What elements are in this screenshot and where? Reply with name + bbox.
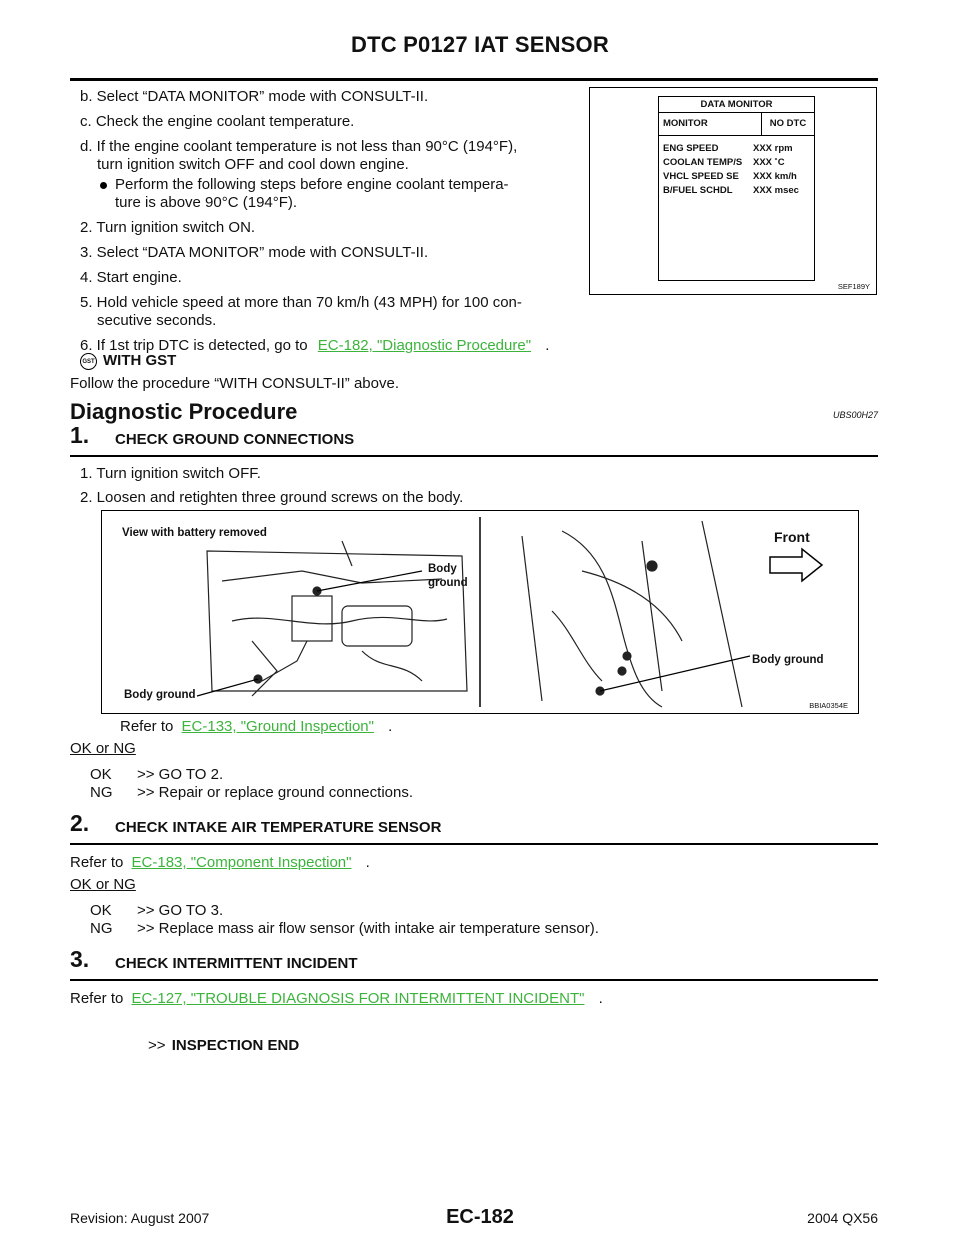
page-title: DTC P0127 IAT SENSOR: [351, 32, 609, 57]
header-rule: [70, 78, 878, 81]
step-6-text: 6. If 1st trip DTC is detected, go to: [80, 337, 308, 354]
monitor-column-header: MONITOR: [659, 113, 762, 135]
bullet-text: Perform the following steps before engine coolant tempera-: [115, 176, 509, 193]
period: .: [388, 718, 393, 735]
period: .: [365, 854, 370, 871]
end-arrow: >>: [148, 1037, 166, 1054]
gst-icon: GST: [80, 353, 97, 370]
end-text: INSPECTION END: [171, 1037, 300, 1054]
bullet-icon: [100, 182, 107, 189]
bullet-text-cont: ture is above 90°C (194°F).: [115, 194, 298, 211]
step-3: 3. Select “DATA MONITOR” mode with CONSULT-II.: [80, 244, 429, 261]
step-2: 2. Turn ignition switch ON.: [80, 219, 256, 236]
data-monitor-figure: [589, 87, 877, 295]
section-heading: Diagnostic Procedure: [70, 399, 298, 424]
period: .: [545, 337, 550, 354]
step-rule: [70, 979, 878, 981]
component-inspection-link[interactable]: EC-183, "Component Inspection": [131, 854, 352, 871]
ng-result-text: >> Repair or replace ground connections.: [137, 784, 414, 801]
step-title-2: CHECK INTAKE AIR TEMPERATURE SENSOR: [115, 819, 442, 836]
step-number-2: 2.: [70, 810, 90, 836]
footer-model: 2004 QX56: [807, 1210, 878, 1226]
diagnostic-procedure-link[interactable]: EC-182, "Diagnostic Procedure": [317, 337, 532, 354]
front-arrow-icon: [770, 549, 822, 581]
status-column-header: NO DTC: [769, 118, 807, 129]
step-number-3: 3.: [70, 946, 90, 972]
refer-prefix: Refer to: [120, 718, 174, 735]
ok-result-text: >> GO TO 3.: [137, 902, 224, 919]
sec1-step-1: 1. Turn ignition switch OFF.: [80, 465, 261, 482]
with-gst-text: Follow the procedure “WITH CONSULT-II” above.: [70, 375, 399, 392]
monitor-row: COOLAN TEMP/S XXX ˚C: [663, 157, 785, 168]
ok-result-label: OK: [90, 766, 112, 783]
figure-label-body-ground-left: Body ground: [124, 689, 196, 701]
monitor-row: VHCL SPEED SE XXX km/h: [663, 171, 797, 182]
ground-inspection-link[interactable]: EC-133, "Ground Inspection": [181, 718, 374, 735]
ok-result-label: OK: [90, 902, 112, 919]
monitor-row: B/FUEL SCHDL XXX msec: [663, 185, 799, 196]
step-d-cont: turn ignition switch OFF and cool down engine.: [97, 156, 409, 173]
step-5-cont: secutive seconds.: [97, 312, 217, 329]
step-b: b. Select “DATA MONITOR” mode with CONSULT-II.: [80, 88, 429, 105]
step-c: c. Check the engine coolant temperature.: [80, 113, 355, 130]
intermittent-incident-link[interactable]: EC-127, "TROUBLE DIAGNOSIS FOR INTERMITTENT INCIDENT": [131, 990, 585, 1007]
step-number-1: 1.: [70, 422, 90, 448]
section-code: UBS00H27: [832, 410, 878, 420]
refer-prefix: Refer to: [70, 854, 124, 871]
figure-code: BBIA0354E: [809, 701, 848, 710]
sec1-refer: [120, 717, 392, 736]
step-4: 4. Start engine.: [80, 269, 182, 286]
page-number: EC-182: [446, 1206, 514, 1228]
figure-label-view: View with battery removed: [122, 527, 267, 539]
period: .: [598, 990, 603, 1007]
ok-or-ng-label: OK or NG: [70, 740, 136, 757]
engine-bay-illustration: [102, 511, 858, 713]
ground-location-figure: [101, 510, 859, 714]
monitor-row: ENG SPEED XXX rpm: [663, 143, 793, 154]
data-monitor-screen: [658, 96, 815, 281]
ng-result-label: NG: [90, 920, 113, 937]
figure-label-ground: ground: [428, 577, 468, 589]
refer-prefix: Refer to: [70, 990, 124, 1007]
with-gst-heading: WITH GST: [103, 352, 177, 369]
step-5: 5. Hold vehicle speed at more than 70 km/h (43 MPH) for 100 con-: [80, 294, 522, 311]
ok-or-ng-label: OK or NG: [70, 876, 136, 893]
footer-revision: Revision: August 2007: [70, 1210, 210, 1226]
ng-result-text: >> Replace mass air flow sensor (with intake air temperature sensor).: [137, 920, 599, 937]
figure-label-body: Body: [428, 563, 457, 575]
ok-result-text: >> GO TO 2.: [137, 766, 224, 783]
step-d: d. If the engine coolant temperature is not less than 90°C (194°F),: [80, 138, 518, 155]
figure-label-front: Front: [774, 529, 810, 545]
sec1-step-2: 2. Loosen and retighten three ground screws on the body.: [80, 489, 464, 506]
sec3-refer: [70, 989, 603, 1008]
step-title-3: CHECK INTERMITTENT INCIDENT: [115, 955, 358, 972]
inspection-end: [148, 1036, 299, 1055]
step-rule: [70, 843, 878, 845]
ng-result-label: NG: [90, 784, 113, 801]
sec2-refer: [70, 853, 370, 872]
figure-code: SEF189Y: [837, 282, 870, 291]
step-rule: [70, 455, 878, 457]
figure-label-body-ground-right: Body ground: [752, 654, 824, 666]
data-monitor-title: DATA MONITOR: [659, 97, 814, 113]
step-title-1: CHECK GROUND CONNECTIONS: [115, 431, 355, 448]
